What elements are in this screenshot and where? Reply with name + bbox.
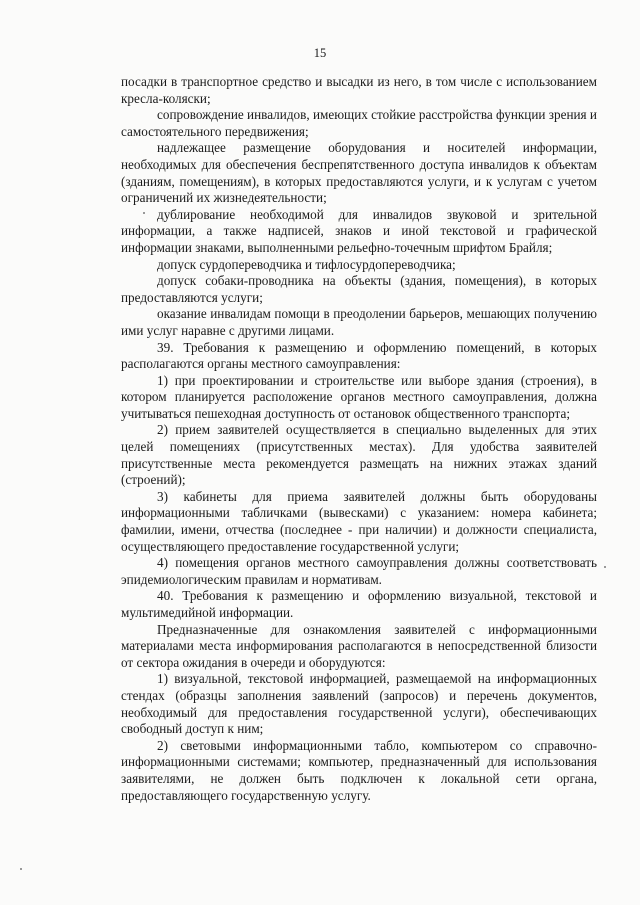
section-39-heading: 39. Требования к размещению и оформлению помещений, в которых располагаются органы местного самоуправления: (121, 339, 597, 372)
scan-speck (604, 566, 606, 568)
section-40-heading: 40. Требования к размещению и оформлению визуальной, текстовой и мультимедийной информации. (121, 588, 597, 620)
paragraph-2: сопровождение инвалидов, имеющих стойкие расстройства функции зрения и самостоятельного передвижения; (121, 107, 597, 139)
section-39-item-1: 1) при проектировании и строительстве или выборе здания (строения), в котором планируется расположение органов местного самоуправления, должна учитываться пешеходная доступность от остановок общественного транспорта; (121, 372, 597, 421)
paragraph-6: допуск собаки-проводника на объекты (здания, помещения), в которых предоставляются услуги; (121, 273, 597, 305)
scan-speck (143, 212, 145, 214)
paragraph-7: оказание инвалидам помощи в преодолении барьеров, мешающих получению ими услуг наравне с другими лицами. (121, 306, 597, 338)
paragraph-5: допуск сурдопереводчика и тифлосурдопереводчика; (157, 256, 456, 272)
paragraph-3: надлежащее размещение оборудования и носителей информации, необходимых для обеспечения беспрепятственного доступа инвалидов к объектам (зданиям, помещениям), в которых предоставляются услуги, и к услугам с учетом ограничений их жизнедеятельности; (121, 140, 597, 206)
section-39-item-4: 4) помещения органов местного самоуправления должны соответствовать эпидемиологическим правилам и нормативам. (121, 555, 597, 587)
paragraph-4: дублирование необходимой для инвалидов звуковой и зрительной информации, а также надписей, знаков и иной текстовой и графической информации знаками, выполненными рельефно-точечным шрифтом Брайля; (121, 206, 597, 255)
page-number: 15 (313, 46, 327, 60)
document-body (121, 74, 597, 804)
section-39-item-3: 3) кабинеты для приема заявителей должны быть оборудованы информационными табличками (вывесками) с указанием: номера кабинета; фамилии, имени, отчества (последнее - при наличии) и должности специалиста, осуществляющего предоставление государственной услуги; (121, 488, 597, 554)
section-40-intro: Предназначенные для ознакомления заявителей с информационными материалами места информирования располагаются в непосредственной близости от сектора ожидания в очереди и оборудуются: (121, 621, 597, 670)
section-40-item-1: 1) визуальной, текстовой информацией, размещаемой на информационных стендах (образцы заполнения заявлений (запросов) и перечень документов, необходимый для предоставления государственной услуги), обеспечивающих свободный доступ к ним; (121, 671, 597, 737)
scan-speck (20, 868, 22, 870)
section-40-item-2: 2) световыми информационными табло, компьютером со справочно-информационными системами; компьютер, предназначенный для использования заявителями, не должен быть подключен к локальной сети органа, предоставляющего государственную услугу. (121, 737, 597, 803)
section-39-item-2: 2) прием заявителей осуществляется в специально выделенных для этих целей помещениях (присутственных местах). Для удобства заявителей присутственные места рекомендуется размещать на нижних этажах зданий (строений); (121, 422, 597, 488)
paragraph-1: посадки в транспортное средство и высадки из него, в том числе с использованием кресла-коляски; (121, 74, 597, 106)
